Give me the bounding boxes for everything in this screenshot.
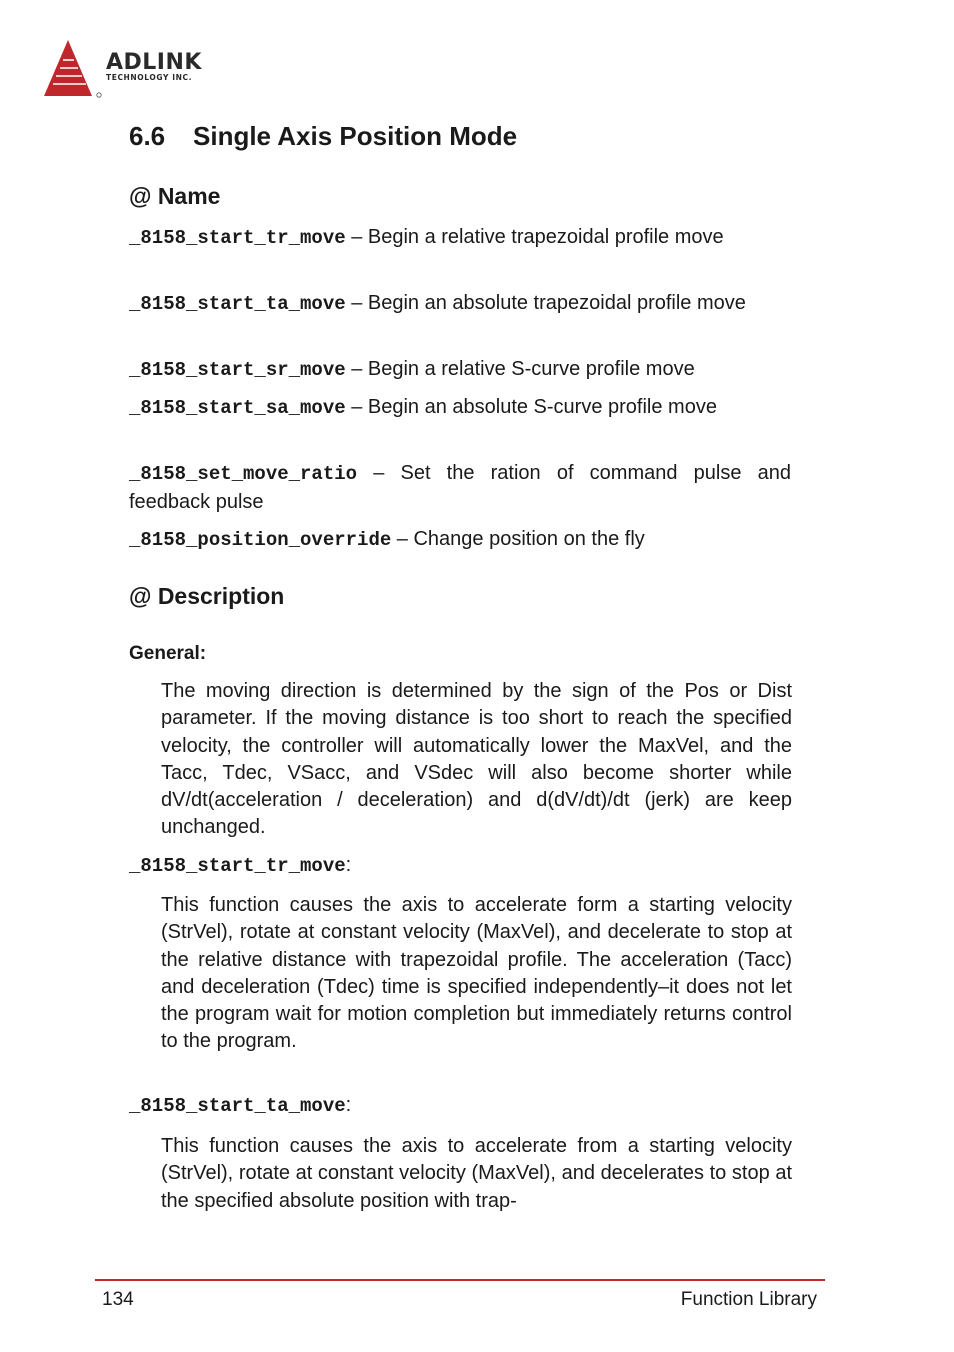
function-name: _8158_start_ta_move — [129, 293, 346, 315]
function-name: _8158_start_sa_move — [129, 397, 346, 419]
function-summary: – Begin an absolute trapezoidal profile move — [345, 292, 746, 314]
colon: : — [345, 1094, 352, 1116]
brand-subtitle: TECHNOLOGY INC. — [106, 73, 193, 82]
name-entry — [129, 290, 791, 319]
function-name: _8158_set_move_ratio — [129, 463, 358, 485]
function-summary: – Begin a relative S-curve profile move — [345, 358, 695, 380]
colon: : — [345, 854, 352, 876]
section-title — [129, 121, 517, 152]
section-number: 6.6 — [129, 121, 166, 151]
function-heading — [129, 1094, 351, 1117]
function-summary: – Change position on the fly — [391, 528, 645, 550]
name-entry — [129, 394, 791, 423]
name-entry — [129, 224, 791, 253]
name-entry — [129, 356, 791, 385]
function-summary: – Set the ration of command pulse and feedback pulse — [129, 462, 791, 513]
general-paragraph: The moving direction is determined by the sign of the Pos or Dist parameter. If the moving distance is too short to reach the specified velocity, the controller will automatically lower the MaxVel, and the Tacc, Tdec, VSacc, and VSdec will also become shorter while dV/dt(acceleration / deceleration) and d(dV/dt)/dt (jerk) are keep unchanged. — [161, 680, 792, 839]
function-summary: – Begin a relative trapezoidal profile move — [345, 226, 724, 248]
footer-rule — [95, 1279, 825, 1281]
adlink-triangle-icon — [42, 38, 102, 100]
function-description: This function causes the axis to accelerate form a starting velocity (StrVel), rotate at constant velocity (MaxVel), and decelerate to stop at the relative distance with trapezoidal profile. The acceleration (Tacc) and deceleration (Tdec) time is specified independently–it does not let the program wait for motion completion but immediately returns control to the program. — [161, 894, 792, 1053]
brand-name: ADLINK — [106, 50, 202, 75]
adlink-logo — [42, 38, 232, 100]
name-entry — [129, 460, 791, 516]
page-number: 134 — [102, 1289, 134, 1310]
function-name: _8158_start_tr_move — [129, 227, 346, 249]
function-name: _8158_position_override — [129, 529, 392, 551]
description-heading: @ Description — [129, 583, 285, 609]
function-description: This function causes the axis to accelerate from a starting velocity (StrVel), rotate at constant velocity (MaxVel), and decelerates to stop at the specified absolute position with trap- — [161, 1135, 792, 1212]
function-name: _8158_start_tr_move — [129, 855, 346, 877]
function-name: _8158_start_ta_move — [129, 1095, 346, 1117]
function-name: _8158_start_sr_move — [129, 359, 346, 381]
general-label: General: — [129, 643, 207, 664]
name-heading: @ Name — [129, 183, 221, 209]
function-heading — [129, 854, 351, 877]
section-title-text: Single Axis Position Mode — [193, 121, 518, 151]
function-summary: – Begin an absolute S-curve profile move — [345, 396, 717, 418]
name-entry — [129, 526, 791, 555]
chapter-name: Function Library — [680, 1289, 817, 1310]
